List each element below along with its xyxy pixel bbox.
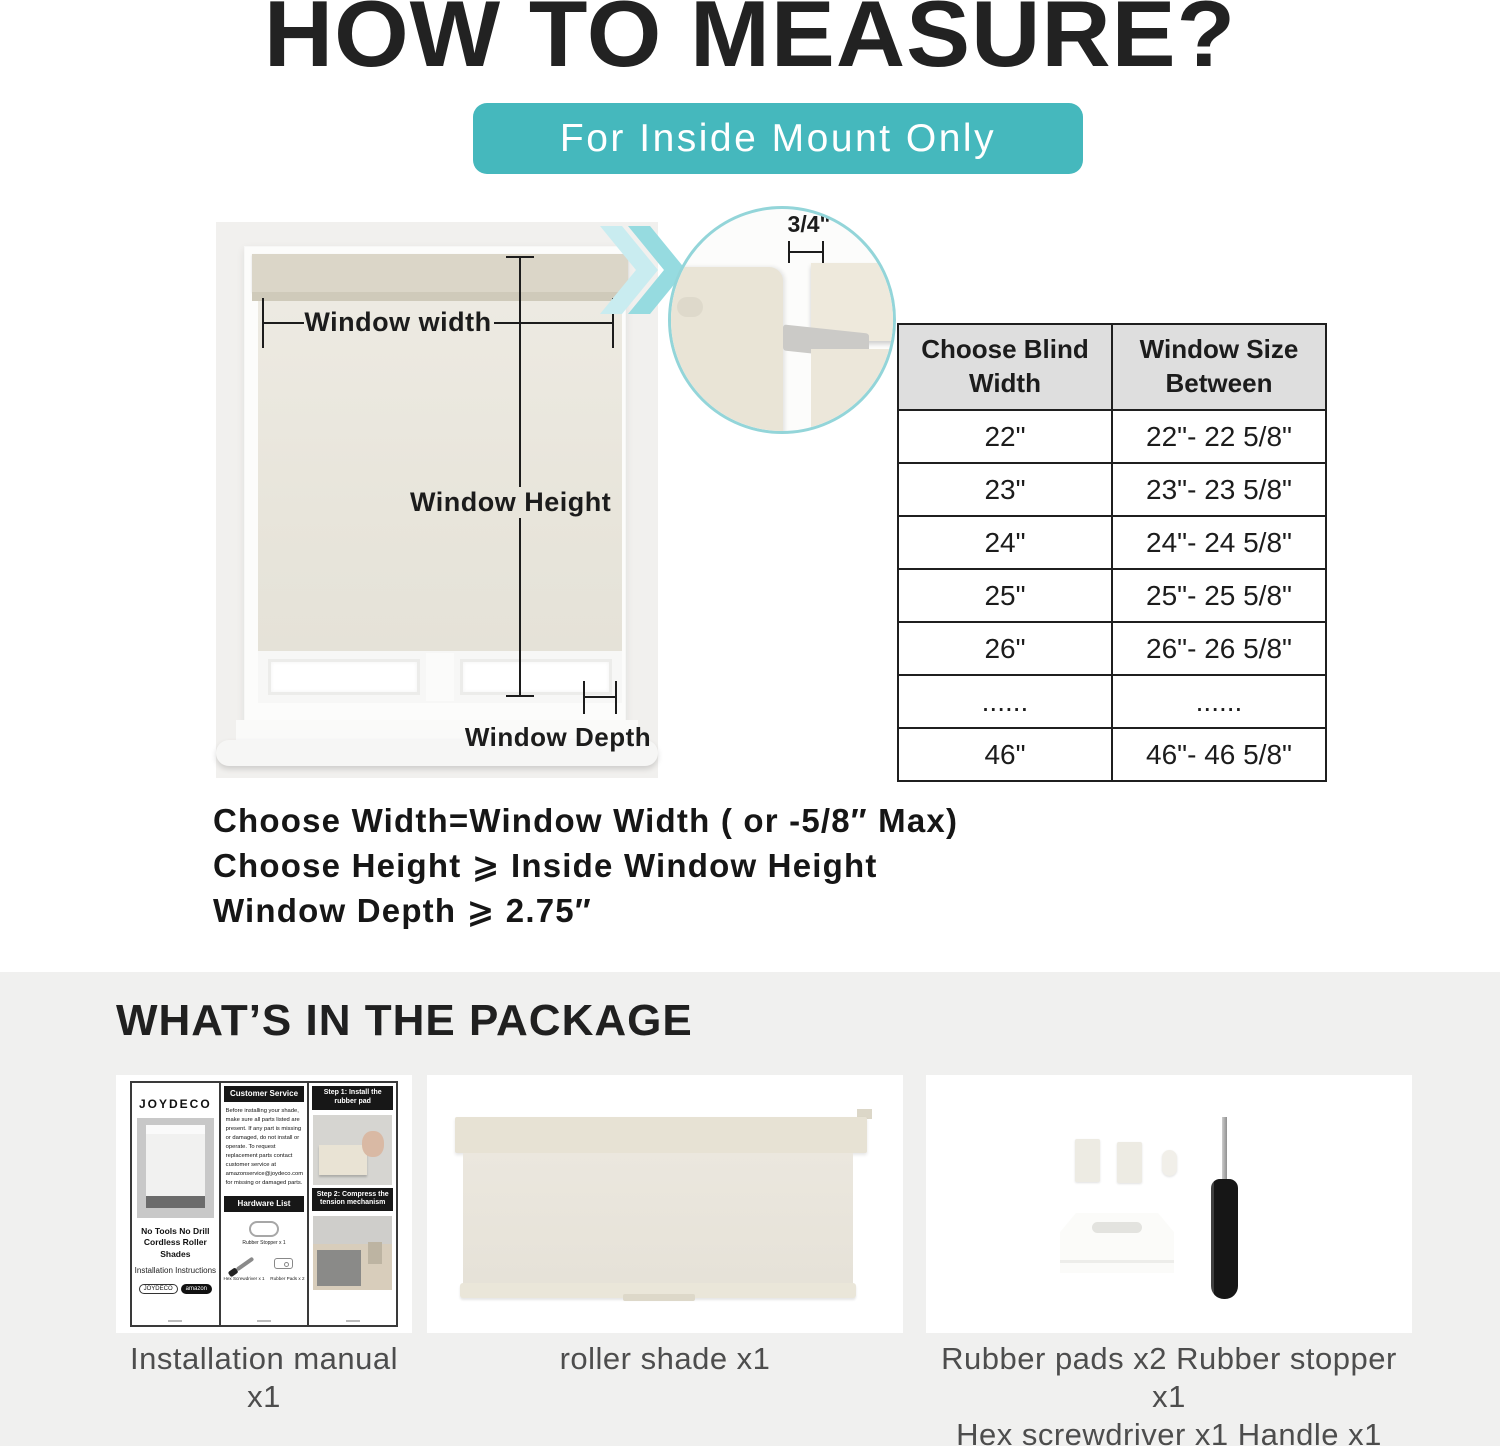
hardware-list-header: Hardware List xyxy=(224,1196,305,1212)
hardware-item-labels xyxy=(221,1276,308,1281)
blind-width-cell: 46" xyxy=(898,728,1112,781)
depth-measure-line xyxy=(583,696,617,698)
note-height: Choose Height ⩾ Inside Window Height xyxy=(213,847,878,884)
shade-caption: roller shade x1 xyxy=(559,1341,771,1376)
package-section-title: WHAT’S IN THE PACKAGE xyxy=(116,996,693,1045)
window-width-label: Window width xyxy=(304,307,492,337)
inside-mount-banner xyxy=(473,103,1083,174)
hex-screwdriver-mini-icon xyxy=(235,1256,254,1271)
window-height-label: Window Height xyxy=(410,487,612,517)
window-size-cell: 23"- 23 5/8" xyxy=(1112,463,1326,516)
gap-measurement-label: 3/4" xyxy=(787,211,831,237)
rubber-pads-mini-icon xyxy=(274,1258,293,1269)
page-footer-mark xyxy=(168,1320,182,1322)
cover-shade-bottom xyxy=(146,1196,205,1208)
customer-service-header: Customer Service xyxy=(224,1086,305,1102)
manual-steps-panel xyxy=(307,1083,396,1325)
manual-service-panel xyxy=(219,1083,308,1325)
step1-photo xyxy=(313,1115,392,1185)
shade-fabric xyxy=(258,301,622,651)
note-width: Choose Width=Window Width ( or -5/8″ Max) xyxy=(213,802,959,839)
manual-cover-panel xyxy=(132,1083,219,1325)
hardware-item-label: Rubber Stopper x 1 xyxy=(242,1239,286,1246)
screwdriver-handle xyxy=(1211,1179,1238,1299)
cassette-end-button xyxy=(677,297,703,317)
window-size-cell: 46"- 46 5/8" xyxy=(1112,728,1326,781)
table-row xyxy=(898,675,1326,728)
window-size-cell: 26"- 26 5/8" xyxy=(1112,622,1326,675)
col-header-blind-width: Choose Blind Width xyxy=(898,324,1112,410)
width-measure-line xyxy=(494,322,614,324)
hardware-caption xyxy=(926,1340,1412,1446)
page-footer-mark xyxy=(346,1320,360,1322)
table-row xyxy=(898,410,1326,463)
roller-shade-image xyxy=(427,1075,903,1333)
shade-cassette-lip xyxy=(252,292,628,301)
hardware-kit-image xyxy=(926,1075,1412,1333)
cover-shade-top xyxy=(146,1125,205,1134)
manual-cover-title xyxy=(132,1226,219,1260)
rubber-pad xyxy=(1075,1139,1100,1182)
table-row xyxy=(898,622,1326,675)
manual-cover-subtitle: Installation Instructions xyxy=(134,1266,217,1276)
blind-width-cell: 22" xyxy=(898,410,1112,463)
window-size-cell: 25"- 25 5/8" xyxy=(1112,569,1326,622)
sizing-notes xyxy=(213,798,958,933)
store-badge: amazon xyxy=(181,1284,212,1294)
hardware-icons-row xyxy=(225,1255,304,1273)
blind-width-cell: 26" xyxy=(898,622,1112,675)
blind-width-cell: ...... xyxy=(898,675,1112,728)
height-measure-line xyxy=(519,258,521,487)
table-header-row xyxy=(898,324,1326,410)
step2-header: Step 2: Compress the tension mechanism xyxy=(312,1188,393,1212)
cover-title-line1: No Tools No Drill xyxy=(141,1226,210,1236)
blind-width-cell: 23" xyxy=(898,463,1112,516)
note-depth: Window Depth ⩾ 2.75″ xyxy=(213,892,592,929)
screwdriver-shaft xyxy=(1222,1117,1227,1181)
brand-logo: JOYDECO xyxy=(138,1097,212,1111)
handle-slot xyxy=(1092,1222,1142,1233)
window-mullion xyxy=(426,653,454,701)
blind-width-cell: 24" xyxy=(898,516,1112,569)
window-size-cell: 24"- 24 5/8" xyxy=(1112,516,1326,569)
handle-lip xyxy=(1060,1260,1174,1263)
step2-photo xyxy=(313,1216,392,1290)
window-panes xyxy=(258,651,622,703)
blind-width-cell: 25" xyxy=(898,569,1112,622)
hardware-caption-line2: Hex screwdriver x1 Handle x1 xyxy=(956,1417,1382,1446)
hardware-item-label: Hex Screwdriver x 1 xyxy=(223,1275,265,1281)
hardware-item-label: Rubber Pads x 2 xyxy=(270,1275,305,1281)
customer-service-body: Before installing your shade, make sure all parts listed are present. If any part is missing or damaged, do not install or operate. To request replacement parts contact customer service at amazonservice@joydeco.com for missing or damaged parts. xyxy=(225,1108,304,1186)
cassette-end-body xyxy=(668,267,783,434)
manual-cover-photo xyxy=(137,1118,214,1218)
table-row xyxy=(898,463,1326,516)
blind-size-table xyxy=(897,323,1327,782)
window-pane-left xyxy=(268,659,420,695)
step2-bracket-graphic xyxy=(368,1242,382,1264)
shade-cassette xyxy=(252,254,628,292)
window-depth-label: Window Depth xyxy=(464,722,652,752)
handle-bracket xyxy=(1060,1213,1174,1273)
installation-manual-image xyxy=(116,1075,412,1333)
table-row xyxy=(898,569,1326,622)
shade-product-cassette xyxy=(455,1117,867,1153)
table-row xyxy=(898,728,1326,781)
cover-shade-graphic xyxy=(146,1125,205,1208)
col-header-window-size: Window Size Between xyxy=(1112,324,1326,410)
window-size-cell: 22"- 22 5/8" xyxy=(1112,410,1326,463)
step2-wall-graphic xyxy=(317,1250,360,1286)
manual-badges xyxy=(132,1284,219,1294)
step1-header: Step 1: Install the rubber pad xyxy=(312,1086,393,1110)
width-measure-line xyxy=(263,322,304,324)
shade-product-fabric xyxy=(463,1153,853,1283)
gap-measure-line xyxy=(788,251,824,253)
page-title: HOW TO MEASURE? xyxy=(263,0,1237,86)
mount-bracket-lower xyxy=(811,349,891,434)
table-row xyxy=(898,516,1326,569)
hardware-caption-line1: Rubber pads x2 Rubber stopper x1 xyxy=(941,1341,1397,1414)
step1-hand-graphic xyxy=(362,1131,384,1157)
window-pane-right xyxy=(460,659,612,695)
shade-product-bottom-tab xyxy=(623,1294,695,1301)
window-size-cell: ...... xyxy=(1112,675,1326,728)
pad-dot xyxy=(284,1262,289,1267)
rubber-stopper xyxy=(1162,1150,1177,1176)
manual-trifold xyxy=(130,1081,398,1327)
package-section xyxy=(0,972,1500,1446)
brand-badge: JOYDECO xyxy=(139,1284,178,1294)
manual-caption: Installation manual x1 xyxy=(130,1341,398,1414)
inside-mount-banner-label: For Inside Mount Only xyxy=(559,116,997,160)
step1-cassette-graphic xyxy=(319,1145,366,1174)
height-measure-cap-bottom xyxy=(506,695,534,697)
height-measure-line xyxy=(519,518,521,696)
cover-title-line2: Cordless Roller Shades xyxy=(143,1237,207,1259)
page-footer-mark xyxy=(257,1320,271,1322)
rubber-stopper-icon xyxy=(249,1221,279,1237)
width-measure-tick-left xyxy=(262,298,264,348)
mount-gap-detail-circle xyxy=(668,206,896,434)
rubber-pad xyxy=(1117,1142,1142,1183)
